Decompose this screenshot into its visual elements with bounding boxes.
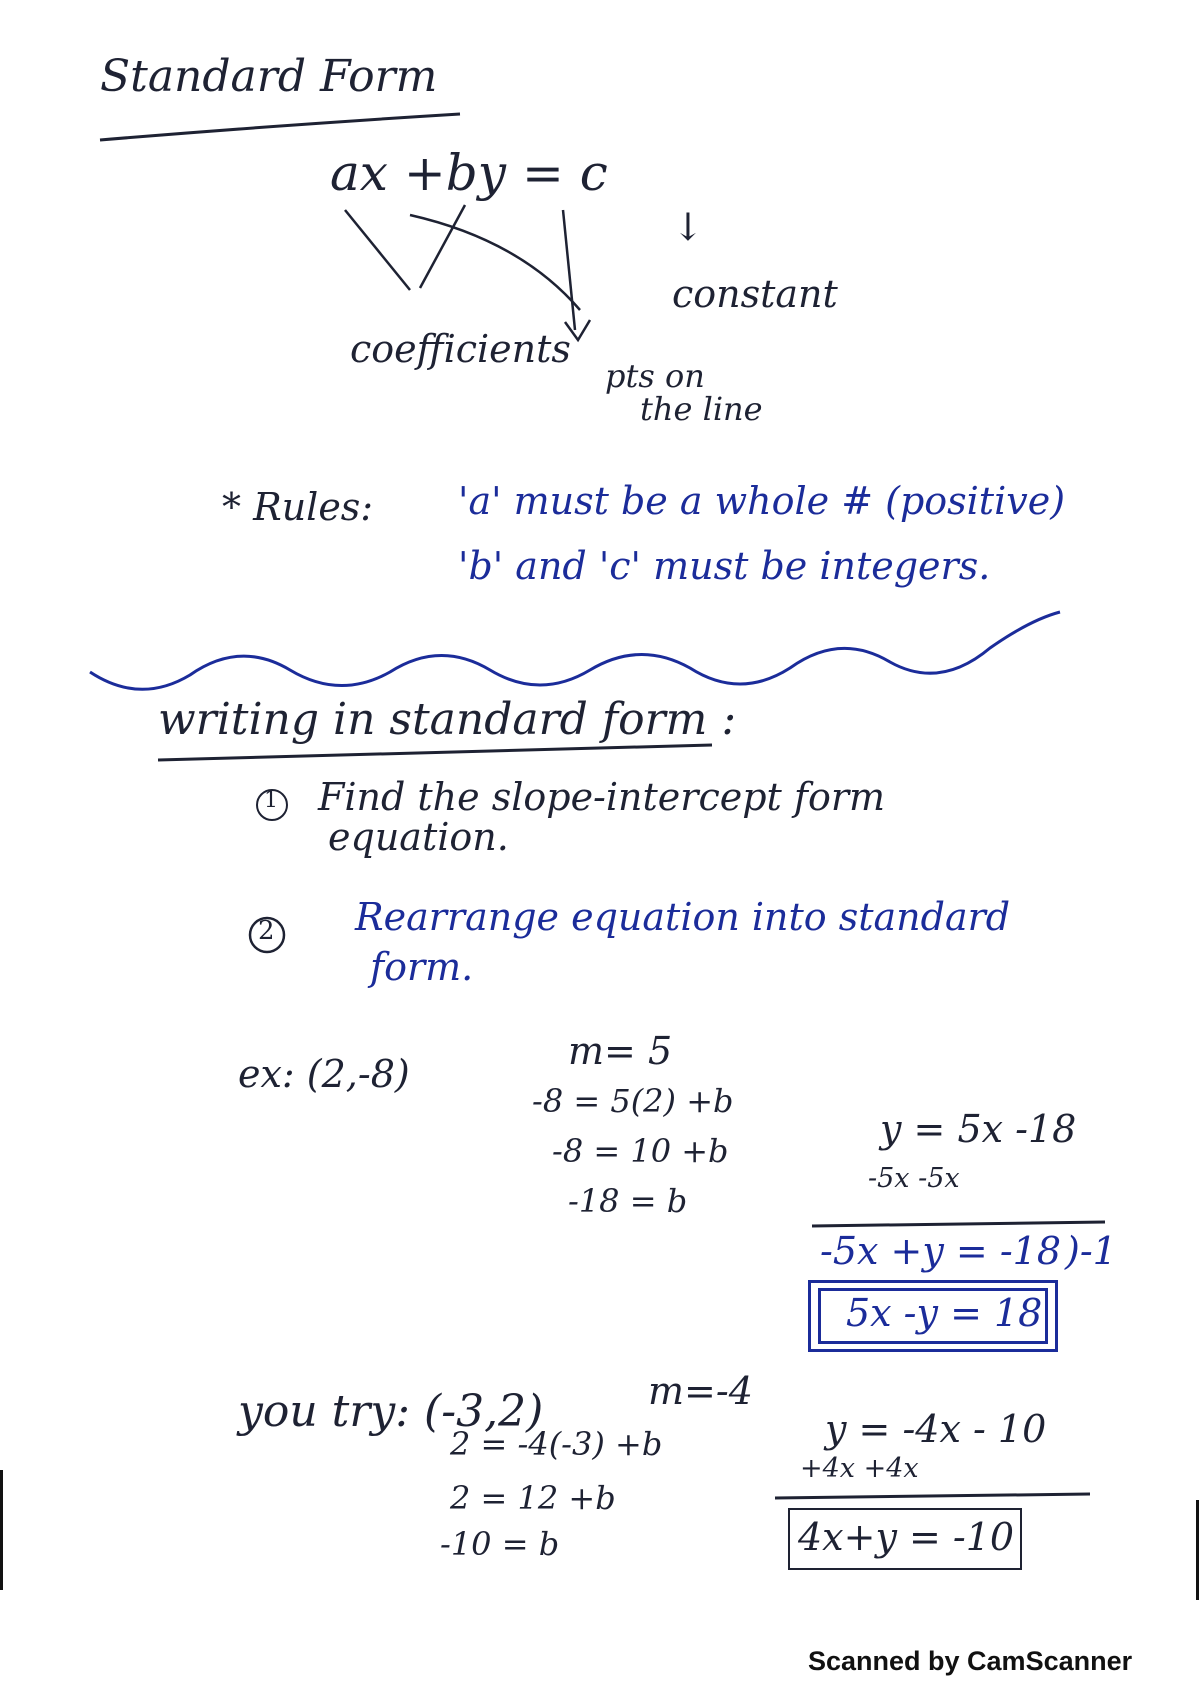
step-1-line-1: Find the slope-intercept form — [318, 775, 886, 819]
writing-title: writing in standard form : — [158, 694, 737, 745]
the-line-label: the line — [640, 390, 763, 428]
down-arrow: ↓ — [672, 205, 704, 249]
try-result-2: +4x +4x — [800, 1453, 919, 1484]
step-1-line-2: equation. — [328, 815, 509, 859]
example-result-1: y = 5x -18 — [880, 1107, 1077, 1151]
example-label: ex: (2,-8) — [238, 1052, 410, 1096]
try-work-3: -10 = b — [440, 1525, 560, 1563]
rule-line-1: 'a' must be a whole # (positive) — [458, 479, 1066, 523]
rule-line-2: 'b' and 'c' must be integers. — [458, 544, 991, 588]
rules-label: * Rules: — [222, 485, 374, 529]
try-work-2: 2 = 12 +b — [450, 1479, 616, 1517]
example-slope: m= 5 — [568, 1029, 673, 1073]
example-work-2: -8 = 10 +b — [552, 1132, 729, 1170]
step-1-number: 1 — [264, 788, 278, 813]
coefficients-label: coefficients — [350, 327, 571, 371]
camscanner-footer: Scanned by CamScanner — [808, 1646, 1133, 1676]
example-result-3-tail: )-1 — [1065, 1229, 1117, 1273]
example-answer: 5x -y = 18 — [846, 1291, 1043, 1335]
step-2-number: 2 — [258, 916, 275, 946]
pts-on-label: pts on — [605, 357, 705, 395]
example-result-3: -5x +y = -18 — [820, 1229, 1062, 1273]
scan-edge-right — [1196, 1500, 1199, 1600]
try-label: you try: (-3,2) — [238, 1386, 544, 1437]
example-work-3: -18 = b — [568, 1182, 688, 1220]
try-answer: 4x+y = -10 — [798, 1515, 1015, 1559]
standard-form-equation: ax +by = c — [330, 144, 608, 202]
scan-edge-left — [0, 1470, 3, 1590]
constant-label: constant — [672, 272, 838, 316]
example-result-2: -5x -5x — [868, 1163, 960, 1194]
example-work-1: -8 = 5(2) +b — [532, 1082, 734, 1120]
try-result-1: y = -4x - 10 — [825, 1407, 1047, 1451]
step-2-line-1: Rearrange equation into standard — [355, 895, 1011, 939]
try-work-1: 2 = -4(-3) +b — [450, 1425, 663, 1463]
try-slope: m=-4 — [648, 1369, 753, 1413]
page-title: Standard Form — [100, 51, 438, 102]
step-2-line-2: form. — [370, 945, 474, 989]
